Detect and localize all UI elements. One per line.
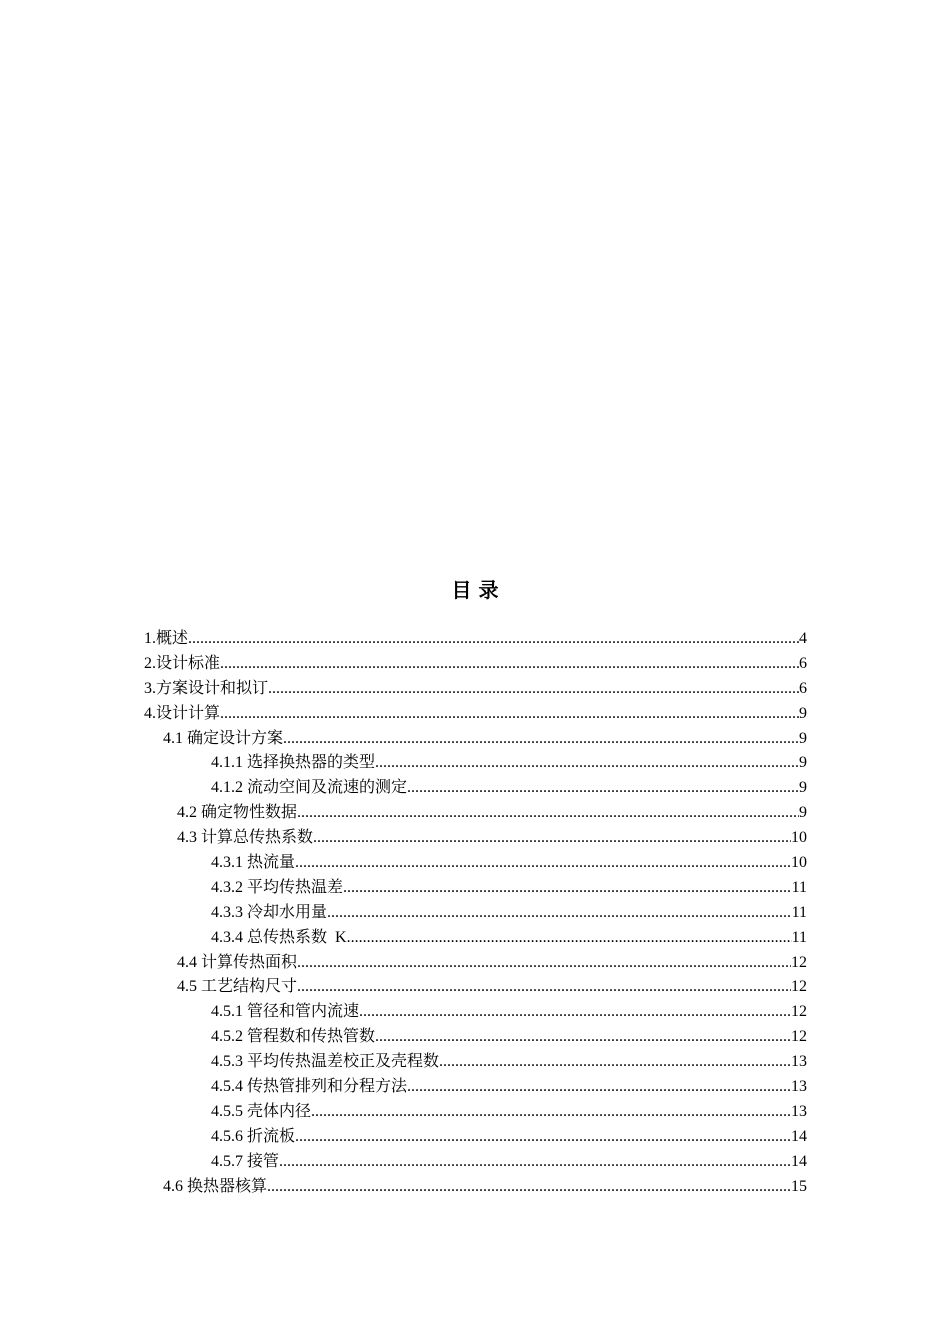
toc-entry[interactable] <box>0 727 950 752</box>
toc-entry-label: 4.3.2 平均传热温差 <box>211 878 344 896</box>
toc-entry[interactable] <box>0 876 950 901</box>
toc-dot-leader <box>313 826 791 851</box>
toc-entry-label: 4.5.6 折流板 <box>211 1127 296 1145</box>
toc-dot-leader <box>297 975 791 1000</box>
toc-dot-leader <box>327 901 792 926</box>
toc-entry-label: 4.3.4 总传热系数 K <box>211 928 347 946</box>
toc-entry-label: 4.5.1 管径和管内流速 <box>211 1003 360 1021</box>
toc-dot-leader <box>267 1175 791 1200</box>
toc-entry[interactable] <box>0 1150 950 1175</box>
toc-entry-page: 12 <box>791 1028 807 1046</box>
toc-entry[interactable] <box>0 1075 950 1100</box>
toc-entry[interactable] <box>0 1025 950 1050</box>
toc-entry[interactable] <box>0 1050 950 1075</box>
toc-entry-label: 4.设计计算 <box>144 704 221 722</box>
toc-dot-leader <box>375 1025 791 1050</box>
toc-entry[interactable] <box>0 975 950 1000</box>
toc-entry-page: 10 <box>791 829 807 847</box>
toc-entry-page: 10 <box>791 854 807 872</box>
toc-entry-label: 4.3.3 冷却水用量 <box>211 903 328 921</box>
toc-entry-page: 13 <box>791 1053 807 1071</box>
toc-entry[interactable] <box>0 1100 950 1125</box>
toc-entry-page: 9 <box>799 754 807 772</box>
toc-entry[interactable] <box>0 801 950 826</box>
toc-entry-label: 4.4 计算传热面积 <box>177 953 298 971</box>
toc-entry-label: 4.5.7 接管 <box>211 1152 280 1170</box>
toc-entry-page: 12 <box>791 978 807 996</box>
toc-dot-leader <box>297 801 799 826</box>
toc-entry[interactable] <box>0 851 950 876</box>
toc-dot-leader <box>311 1100 791 1125</box>
toc-entry[interactable] <box>0 901 950 926</box>
toc-entry[interactable] <box>0 951 950 976</box>
toc-entry-page: 13 <box>791 1102 807 1120</box>
toc-entry[interactable] <box>0 1175 950 1200</box>
toc-dot-leader <box>407 1075 791 1100</box>
toc-entry[interactable] <box>0 702 950 727</box>
toc-entry[interactable] <box>0 627 950 652</box>
toc-entry-page: 13 <box>791 1078 807 1096</box>
toc-entry-label: 4.5 工艺结构尺寸 <box>177 978 298 996</box>
toc-title: 目 录 <box>451 578 499 602</box>
toc-dot-leader <box>375 751 799 776</box>
toc-dot-leader <box>407 776 799 801</box>
toc-dot-leader <box>188 627 799 652</box>
toc-dot-leader <box>220 702 799 727</box>
toc-dot-leader <box>297 951 791 976</box>
toc-entry-label: 1.概述 <box>144 630 189 647</box>
toc-entry[interactable] <box>0 926 950 951</box>
toc-entry-label: 3.方案设计和拟订 <box>144 679 269 697</box>
toc-dot-leader <box>347 926 792 951</box>
toc-entry[interactable] <box>0 652 950 677</box>
toc-entry[interactable] <box>0 677 950 702</box>
toc-entry-page: 9 <box>799 804 807 822</box>
toc-dot-leader <box>295 1125 791 1150</box>
toc-entry-page: 14 <box>791 1127 807 1145</box>
toc-entry-label: 4.1.2 流动空间及流速的测定 <box>211 779 408 797</box>
toc-entry-label: 4.3 计算总传热系数 <box>177 829 314 847</box>
toc-entry-label: 4.1 确定设计方案 <box>163 729 284 747</box>
toc-entry-label: 4.5.3 平均传热温差校正及壳程数 <box>211 1053 440 1071</box>
table-of-contents <box>0 627 950 1199</box>
toc-entry[interactable] <box>0 776 950 801</box>
toc-entry-label: 4.5.2 管程数和传热管数 <box>211 1028 376 1046</box>
toc-entry-page: 9 <box>799 704 807 722</box>
toc-entry-page: 11 <box>791 878 807 896</box>
toc-entry[interactable] <box>0 1000 950 1025</box>
toc-entry-page: 9 <box>799 779 807 797</box>
toc-dot-leader <box>283 727 799 752</box>
toc-entry-page: 11 <box>791 928 807 946</box>
toc-entry-page: 6 <box>799 679 807 697</box>
toc-entry[interactable] <box>0 826 950 851</box>
toc-dot-leader <box>295 851 791 876</box>
toc-dot-leader <box>343 876 792 901</box>
toc-dot-leader <box>279 1150 791 1175</box>
toc-dot-leader <box>268 677 799 702</box>
toc-dot-leader <box>439 1050 791 1075</box>
toc-entry-label: 4.3.1 热流量 <box>211 854 296 872</box>
toc-dot-leader <box>220 652 799 677</box>
toc-entry-label: 4.5.4 传热管排列和分程方法 <box>211 1078 408 1096</box>
toc-entry-label: 4.1.1 选择换热器的类型 <box>211 754 376 772</box>
toc-entry-label: 4.5.5 壳体内径 <box>211 1102 312 1120</box>
toc-entry-page: 9 <box>799 729 807 747</box>
toc-dot-leader <box>359 1000 791 1025</box>
toc-entry[interactable] <box>0 751 950 776</box>
toc-entry-page: 4 <box>799 630 807 647</box>
toc-entry-label: 4.6 换热器核算 <box>163 1177 268 1195</box>
toc-entry-page: 12 <box>791 1003 807 1021</box>
toc-entry-page: 12 <box>791 953 807 971</box>
toc-entry-page: 15 <box>791 1177 807 1195</box>
toc-entry-label: 4.2 确定物性数据 <box>177 804 298 822</box>
toc-entry-page: 6 <box>799 654 807 672</box>
toc-entry-page: 11 <box>791 903 807 921</box>
toc-entry-page: 14 <box>791 1152 807 1170</box>
toc-entry-label: 2.设计标准 <box>144 654 221 672</box>
toc-entry[interactable] <box>0 1125 950 1150</box>
